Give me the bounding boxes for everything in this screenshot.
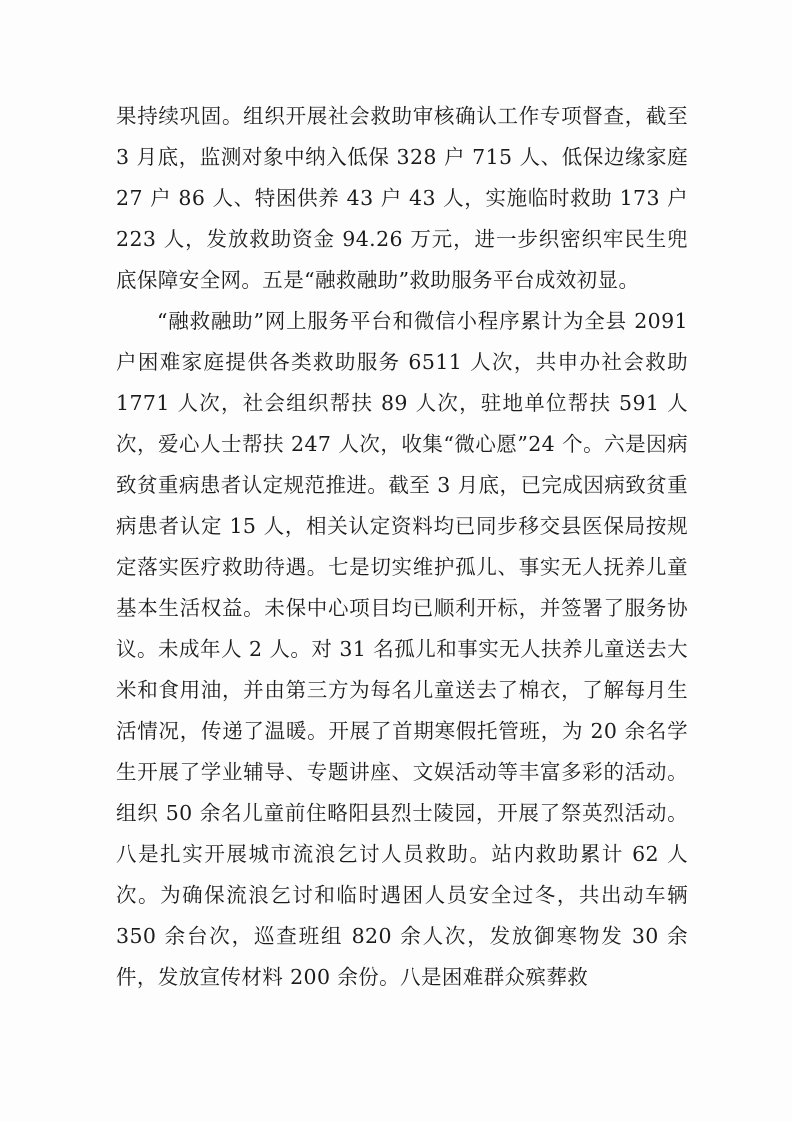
document-paragraph-1: 果持续巩固。组织开展社会救助审核确认工作专项督查，截至 3 月底，监测对象中纳入低保 328 户 715 人、低保边缘家庭 27 户 86 人、特困供养 43 户 43 人，实施临时救助 173 户 223 人，发放救助资金 94.26 万元，进一步织密织牢民生兜底保障安全网。五是“融救融助”救助服务平台成效初显。: [116, 104, 688, 292]
document-body: [116, 96, 688, 998]
document-paragraph-2: “融救融助”网上服务平台和微信小程序累计为全县 2091 户困难家庭提供各类救助服务 6511 人次，共申办社会救助 1771 人次，社会组织帮扶 89 人次，驻地单位帮扶 591 人次，爱心人士帮扶 247 人次，收集“微心愿”24 个。六是因病致贫重病患者认定规范推进。截至 3 月底，已完成因病致贫重病患者认定 15 人，相关认定资料均已同步移交县医保局按规定落实医疗救助待遇。七是切实维护孤儿、事实无人抚养儿童基本生活权益。未保中心项目均已顺利开标，并签署了服务协议。未成年人 2 人。对 31 名孤儿和事实无人扶养儿童送去大米和食用油，并由第三方为每名儿童送去了棉衣，了解每月生活情况，传递了温暖。开展了首期寒假托管班，为 20 余名学生开展了学业辅导、专题讲座、文娱活动等丰富多彩的活动。组织 50 余名儿童前住略阳县烈士陵园，开展了祭英烈活动。八是扎实开展城市流浪乞讨人员救助。站内救助累计 62 人次。为确保流浪乞讨和临时遇困人员安全过冬，共出动车辆 350 余台次，巡查班组 820 余人次，发放御寒物发 30 余件，发放宣传材料 200 余份。八是困难群众殡葬救: [116, 309, 688, 989]
page-top-edge: [0, 0, 792, 2]
